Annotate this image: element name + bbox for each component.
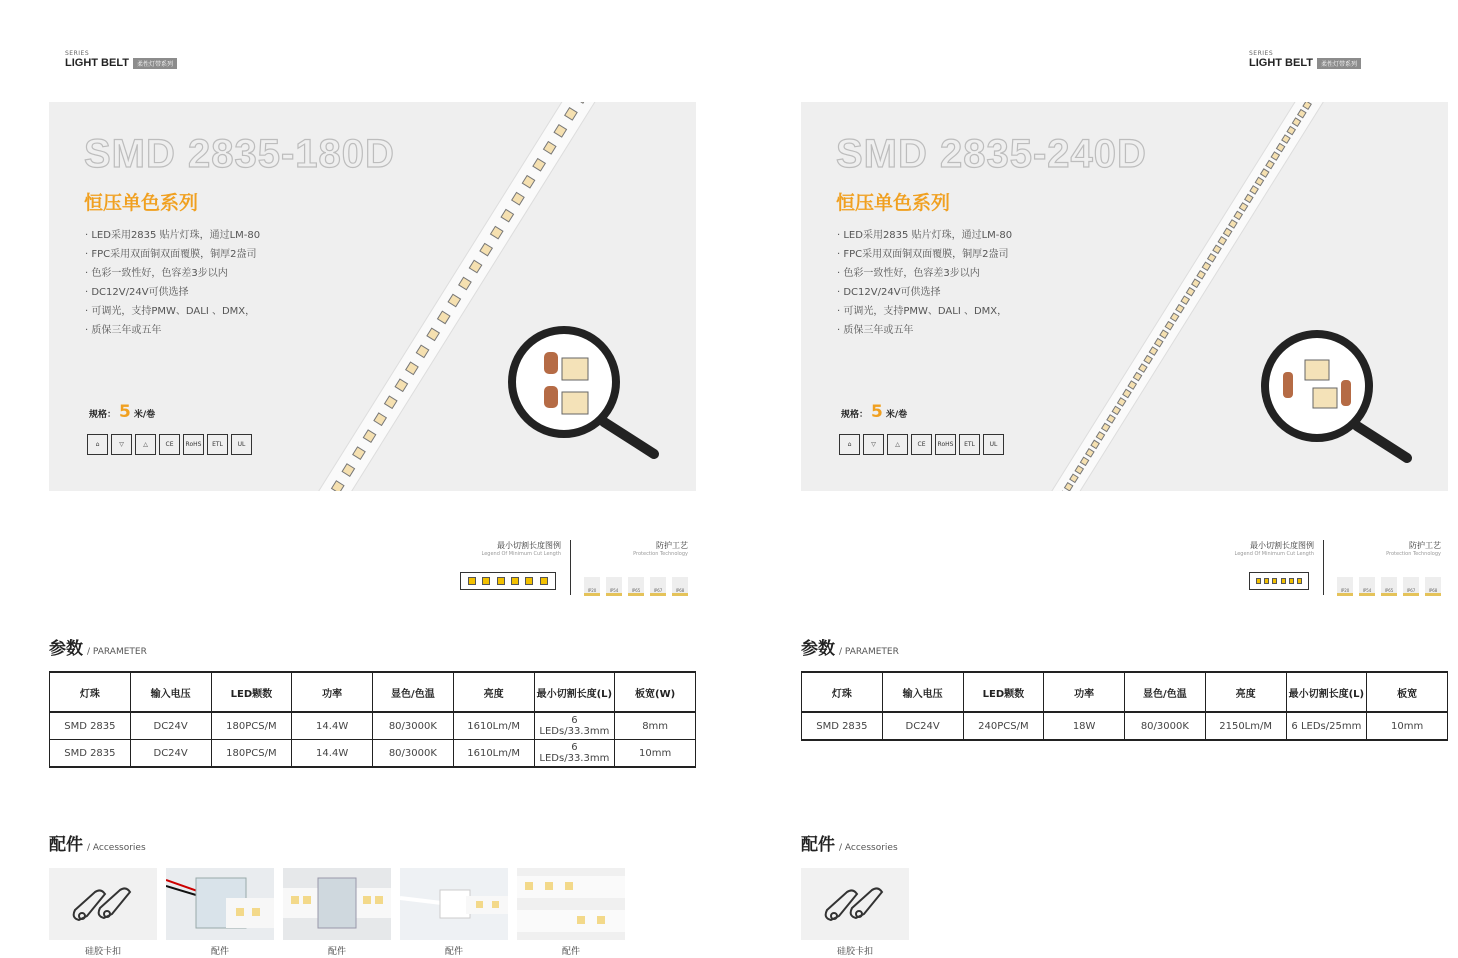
connector-image bbox=[517, 868, 625, 940]
product-hero bbox=[49, 102, 696, 491]
table-cell: DC24V bbox=[130, 740, 211, 768]
col-header: 显色/色温 bbox=[373, 672, 454, 712]
ip67-icon: IP67 bbox=[650, 577, 666, 596]
accessories-heading bbox=[49, 830, 146, 855]
cert-icons bbox=[839, 434, 1004, 455]
spec-label: 规格： bbox=[841, 410, 869, 420]
model-title: SMD 2835-180D bbox=[84, 132, 395, 176]
ip68-icon: IP68 bbox=[672, 577, 688, 596]
accessory-label: 配件 bbox=[561, 947, 580, 957]
accessory-item bbox=[517, 868, 625, 957]
ip-ratings bbox=[1337, 577, 1441, 596]
series-header bbox=[1249, 50, 1361, 69]
table-cell: 10mm bbox=[1367, 712, 1448, 740]
col-header: LED颗数 bbox=[963, 672, 1044, 712]
table-cell: 6 LEDs/25mm bbox=[1286, 712, 1367, 740]
feature-item: · FPC采用双面铜双面覆膜，铜厚2盎司 bbox=[837, 245, 1012, 264]
product-hero bbox=[801, 102, 1448, 491]
table-cell: 14.4W bbox=[292, 740, 373, 768]
table-cell: 2150Lm/M bbox=[1205, 712, 1286, 740]
ip65-icon: IP65 bbox=[1381, 577, 1397, 596]
ip20-icon: IP20 bbox=[584, 577, 600, 596]
indoor-cert-icon: ⌂ bbox=[87, 434, 108, 455]
parameter-heading bbox=[49, 634, 147, 659]
col-header: 亮度 bbox=[453, 672, 534, 712]
table-cell: 8mm bbox=[615, 712, 696, 740]
protection-subtitle: Protection Technology bbox=[633, 551, 688, 557]
series-title: LIGHT BELT bbox=[65, 57, 129, 69]
table-cell: 1610Lm/M bbox=[453, 712, 534, 740]
legend-divider bbox=[570, 540, 571, 595]
table-header-row bbox=[50, 672, 696, 712]
parameter-table bbox=[49, 671, 696, 768]
feature-item: · 质保三年或五年 bbox=[85, 321, 260, 340]
col-header: 亮度 bbox=[1205, 672, 1286, 712]
parameter-table bbox=[801, 671, 1448, 741]
feature-item: · 色彩一致性好，色容差3步以内 bbox=[837, 264, 1012, 283]
warning-cert-icon: △ bbox=[887, 434, 908, 455]
ip-ratings bbox=[584, 577, 688, 596]
spec-line bbox=[841, 402, 907, 422]
spec-number: 5 bbox=[119, 402, 131, 422]
table-cell: 1610Lm/M bbox=[453, 740, 534, 768]
col-header: 板宽 bbox=[1367, 672, 1448, 712]
rohs-cert-icon: RoHS bbox=[183, 434, 204, 455]
legend-title: 最小切割长度图例 bbox=[1250, 541, 1314, 550]
spec-label: 规格： bbox=[89, 410, 117, 420]
spec-unit: 米/卷 bbox=[885, 410, 908, 420]
accessory-item bbox=[400, 868, 508, 957]
feature-item: · 质保三年或五年 bbox=[837, 321, 1012, 340]
feature-item: · FPC采用双面铜双面覆膜，铜厚2盎司 bbox=[85, 245, 260, 264]
protection-title: 防护工艺 bbox=[1409, 541, 1441, 550]
col-header: 功率 bbox=[292, 672, 373, 712]
table-header-row bbox=[802, 672, 1448, 712]
accessory-label: 配件 bbox=[444, 947, 463, 957]
accessory-label: 硅胶卡扣 bbox=[84, 947, 121, 957]
table-cell: 80/3000K bbox=[373, 740, 454, 768]
col-header: 灯珠 bbox=[50, 672, 131, 712]
silicone-clip-image bbox=[49, 868, 157, 940]
connector-image bbox=[166, 868, 274, 940]
silicone-clip-image bbox=[801, 868, 909, 940]
parameter-heading-cn: 参数 bbox=[801, 639, 835, 659]
series-small-label: SERIES bbox=[1249, 50, 1274, 57]
ip65-icon: IP65 bbox=[628, 577, 644, 596]
protection-title: 防护工艺 bbox=[656, 541, 688, 550]
feature-item: · 色彩一致性好，色容差3步以内 bbox=[85, 264, 260, 283]
right-page bbox=[753, 0, 1458, 958]
parameter-heading-en: / PARAMETER bbox=[87, 647, 147, 657]
cut-length-diagram bbox=[1249, 572, 1309, 590]
col-header: 输入电压 bbox=[882, 672, 963, 712]
protection-subtitle: Protection Technology bbox=[1386, 551, 1441, 557]
legend-title: 最小切割长度图例 bbox=[497, 541, 561, 550]
table-cell: 14.4W bbox=[292, 712, 373, 740]
spec-unit: 米/卷 bbox=[133, 410, 156, 420]
parameter-heading-cn: 参数 bbox=[49, 639, 83, 659]
accessories-heading bbox=[801, 830, 898, 855]
feature-item: · 可调光，支持PMW、DALI 、DMX， bbox=[85, 302, 260, 321]
magnifier-icon bbox=[512, 330, 654, 454]
table-row bbox=[802, 712, 1448, 740]
col-header: 灯珠 bbox=[802, 672, 883, 712]
class3-cert-icon: ▽ bbox=[111, 434, 132, 455]
table-cell: SMD 2835 bbox=[802, 712, 883, 740]
accessory-item bbox=[49, 868, 157, 957]
table-cell: DC24V bbox=[130, 712, 211, 740]
table-cell: 180PCS/M bbox=[211, 740, 292, 768]
cut-length-diagram bbox=[460, 572, 556, 590]
col-header: 最小切割长度(L) bbox=[534, 672, 615, 712]
accessories-heading-cn: 配件 bbox=[801, 835, 835, 855]
accessories-heading-cn: 配件 bbox=[49, 835, 83, 855]
legend-block bbox=[456, 540, 696, 600]
ip20-icon: IP20 bbox=[1337, 577, 1353, 596]
table-cell: SMD 2835 bbox=[50, 740, 131, 768]
ul-cert-icon: UL bbox=[983, 434, 1004, 455]
accessories-heading-en: / Accessories bbox=[87, 843, 146, 853]
table-cell: 80/3000K bbox=[1125, 712, 1206, 740]
legend-subtitle: Legend Of Minimum Cut Length bbox=[1234, 551, 1314, 557]
parameter-heading bbox=[801, 634, 899, 659]
col-header: 板宽(W) bbox=[615, 672, 696, 712]
magnifier-icon bbox=[1265, 334, 1407, 458]
table-cell: 6 LEDs/33.3mm bbox=[534, 712, 615, 740]
legend-divider bbox=[1323, 540, 1324, 595]
product-subtitle: 恒压单色系列 bbox=[84, 192, 199, 214]
feature-list bbox=[837, 226, 1012, 340]
series-header bbox=[65, 50, 177, 69]
ip68-icon: IP68 bbox=[1425, 577, 1441, 596]
col-header: LED颗数 bbox=[211, 672, 292, 712]
table-cell: 240PCS/M bbox=[963, 712, 1044, 740]
accessory-item bbox=[801, 868, 909, 957]
cert-icons bbox=[87, 434, 252, 455]
spec-number: 5 bbox=[871, 402, 883, 422]
accessory-label: 硅胶卡扣 bbox=[836, 947, 873, 957]
spec-line bbox=[89, 402, 155, 422]
table-cell: 80/3000K bbox=[373, 712, 454, 740]
etl-cert-icon: ETL bbox=[959, 434, 980, 455]
col-header: 显色/色温 bbox=[1125, 672, 1206, 712]
table-cell: SMD 2835 bbox=[50, 712, 131, 740]
feature-item: · DC12V/24V可供选择 bbox=[837, 283, 1012, 302]
feature-item: · LED采用2835 贴片灯珠，通过LM-80 bbox=[85, 226, 260, 245]
accessories-heading-en: / Accessories bbox=[839, 843, 898, 853]
series-tag: 柔性灯带系列 bbox=[1317, 58, 1361, 69]
table-row bbox=[50, 740, 696, 768]
col-header: 输入电压 bbox=[130, 672, 211, 712]
connector-image bbox=[400, 868, 508, 940]
table-cell: 18W bbox=[1044, 712, 1125, 740]
accessories-row bbox=[801, 868, 909, 957]
series-small-label: SERIES bbox=[65, 50, 90, 57]
table-cell: 10mm bbox=[615, 740, 696, 768]
accessory-item bbox=[283, 868, 391, 957]
model-title: SMD 2835-240D bbox=[836, 132, 1147, 176]
col-header: 功率 bbox=[1044, 672, 1125, 712]
accessory-item bbox=[166, 868, 274, 957]
product-subtitle: 恒压单色系列 bbox=[836, 192, 951, 214]
series-title: LIGHT BELT bbox=[1249, 57, 1313, 69]
ce-cert-icon: CE bbox=[911, 434, 932, 455]
rohs-cert-icon: RoHS bbox=[935, 434, 956, 455]
warning-cert-icon: △ bbox=[135, 434, 156, 455]
feature-list bbox=[85, 226, 260, 340]
etl-cert-icon: ETL bbox=[207, 434, 228, 455]
ip54-icon: IP54 bbox=[606, 577, 622, 596]
parameter-heading-en: / PARAMETER bbox=[839, 647, 899, 657]
col-header: 最小切割长度(L) bbox=[1286, 672, 1367, 712]
connector-image bbox=[283, 868, 391, 940]
ip54-icon: IP54 bbox=[1359, 577, 1375, 596]
accessory-label: 配件 bbox=[327, 947, 346, 957]
ul-cert-icon: UL bbox=[231, 434, 252, 455]
ip67-icon: IP67 bbox=[1403, 577, 1419, 596]
series-tag: 柔性灯带系列 bbox=[133, 58, 177, 69]
indoor-cert-icon: ⌂ bbox=[839, 434, 860, 455]
table-cell: 180PCS/M bbox=[211, 712, 292, 740]
accessories-row bbox=[49, 868, 625, 957]
class3-cert-icon: ▽ bbox=[863, 434, 884, 455]
legend-subtitle: Legend Of Minimum Cut Length bbox=[481, 551, 561, 557]
accessory-label: 配件 bbox=[210, 947, 229, 957]
feature-item: · LED采用2835 贴片灯珠，通过LM-80 bbox=[837, 226, 1012, 245]
ce-cert-icon: CE bbox=[159, 434, 180, 455]
feature-item: · 可调光，支持PMW、DALI 、DMX， bbox=[837, 302, 1012, 321]
table-cell: 6 LEDs/33.3mm bbox=[534, 740, 615, 768]
legend-block bbox=[1209, 540, 1449, 600]
table-row bbox=[50, 712, 696, 740]
feature-item: · DC12V/24V可供选择 bbox=[85, 283, 260, 302]
table-cell: DC24V bbox=[882, 712, 963, 740]
